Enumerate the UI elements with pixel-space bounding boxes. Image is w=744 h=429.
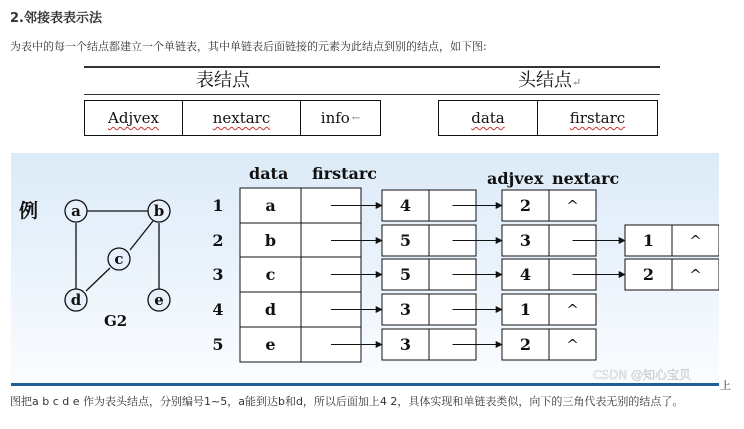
row-5-data-value: e <box>265 335 276 354</box>
edge-mark: 上 <box>720 379 731 392</box>
graph-label: G2 <box>104 312 128 330</box>
field-data-label: data <box>471 109 505 127</box>
head-node-title: 头结点 <box>518 70 572 91</box>
example-label: 例 <box>19 200 39 222</box>
head-node-title-group <box>518 66 581 92</box>
row-2-node-2-adjvex: 3 <box>519 231 532 250</box>
field-adjvex-label: Adjvex <box>108 109 159 127</box>
row-3-node-3-adjvex: 2 <box>642 265 655 284</box>
field-info-label: info <box>320 109 350 127</box>
field-firstarc <box>537 100 658 136</box>
adjacency-list-diagram <box>11 153 719 386</box>
row-1-data-value: a <box>265 196 276 215</box>
row-4-node-2-adjvex: 1 <box>519 300 532 319</box>
field-nextarc <box>182 100 301 136</box>
section-description: 为表中的每一个结点都建立一个单链表，其中单链表后面链接的元素为此结点到别的结点，如下图: <box>10 40 487 53</box>
row-4-node-2-null-mark: ^ <box>566 301 579 319</box>
vertex-d-label: d <box>70 291 82 309</box>
row-1-node-2-null-mark: ^ <box>566 197 579 215</box>
row-3-data-value: c <box>265 265 276 284</box>
head-node-return-mark: ↵ <box>572 76 582 89</box>
field-firstarc-label: firstarc <box>569 109 626 127</box>
row-2-node-3-adjvex: 1 <box>642 231 655 250</box>
row-1-node-1-adjvex: 4 <box>399 196 412 215</box>
field-info-return-mark: ← <box>351 112 361 124</box>
adjacency-lists <box>212 188 719 362</box>
row-2-node-1-adjvex: 5 <box>399 231 412 250</box>
row-5-node-1-adjvex: 3 <box>399 335 412 354</box>
row-3-index: 3 <box>212 265 224 284</box>
row-4-node-1-adjvex: 3 <box>399 300 412 319</box>
table-node-title: 表结点 <box>196 70 250 91</box>
figure-caption: 图把a b c d e 作为表头结点，分别编号1~5，a能到达b和d，所以后面加上4 2，具体实现和单链表类似，向下的三角代表无别的结点了。 <box>10 395 684 408</box>
header-nextarc: nextarc <box>552 169 620 188</box>
row-2-data-value: b <box>264 231 277 250</box>
row-4-data-value: d <box>264 300 277 319</box>
watermark: CSDN @知心宝贝 <box>593 368 692 382</box>
section-heading: 2.邻接表表示法 <box>10 11 102 26</box>
vertex-e-label: e <box>154 291 164 309</box>
row-3-node-3-null-mark: ^ <box>689 266 702 284</box>
header-adjvex: adjvex <box>487 169 544 188</box>
field-adjvex <box>84 100 183 136</box>
row-1-node-2-adjvex: 2 <box>519 196 532 215</box>
mid-rule <box>84 94 660 95</box>
node-structure-figure <box>80 64 665 140</box>
row-2-node-3-null-mark: ^ <box>689 232 702 250</box>
diagram-svg <box>11 153 719 386</box>
graph-vertices <box>65 200 170 311</box>
row-5-node-2-null-mark: ^ <box>566 336 579 354</box>
header-firstarc: firstarc <box>312 164 377 183</box>
field-data <box>438 100 538 136</box>
row-5-node-2-adjvex: 2 <box>519 335 532 354</box>
row-1-index: 1 <box>212 196 224 215</box>
row-4-index: 4 <box>212 300 224 319</box>
vertex-a-label: a <box>71 202 81 220</box>
vertex-c-label: c <box>114 250 124 268</box>
bottom-blue-rule <box>11 383 719 386</box>
row-5-index: 5 <box>212 335 224 354</box>
field-info <box>300 100 381 136</box>
row-2-index: 2 <box>212 231 224 250</box>
row-3-node-1-adjvex: 5 <box>399 265 412 284</box>
field-nextarc-label: nextarc <box>212 109 271 127</box>
header-data: data <box>249 164 289 183</box>
vertex-b-label: b <box>153 202 165 220</box>
row-3-node-2-adjvex: 4 <box>519 265 532 284</box>
